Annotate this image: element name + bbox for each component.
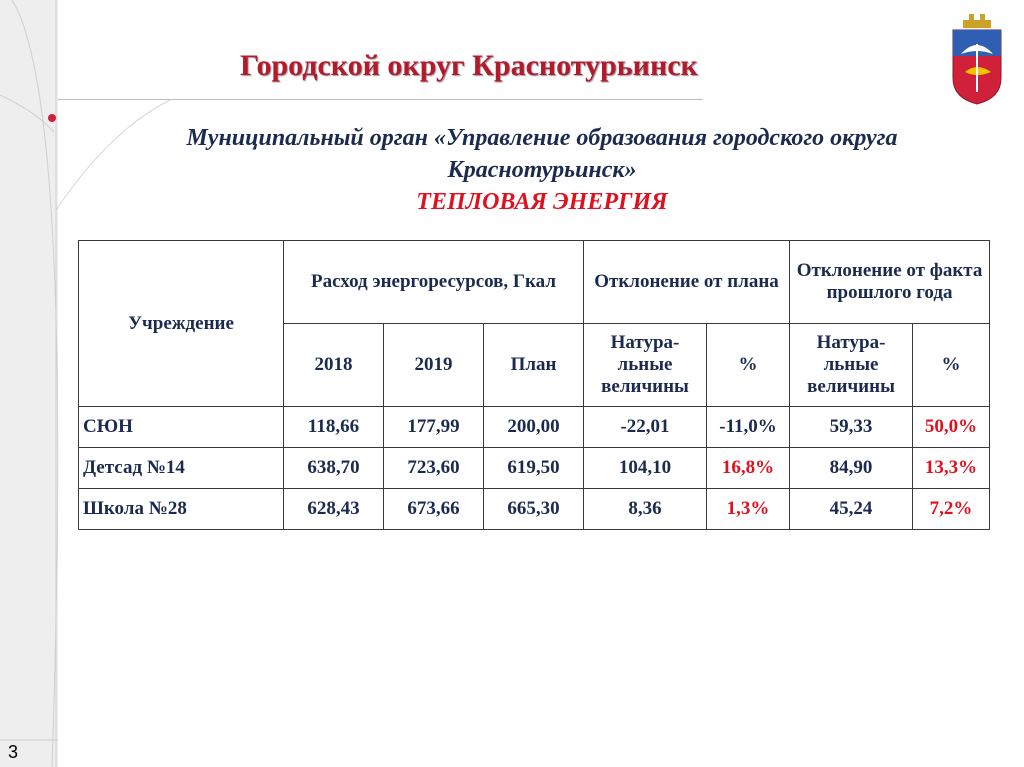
fact-deviation-natural: 59,33 [790,407,913,448]
fact-deviation-natural: 84,90 [790,448,913,489]
institution-name: СЮН [79,407,284,448]
value-2018: 628,43 [284,489,384,530]
coat-of-arms-icon [947,14,1007,106]
table-row [79,489,990,530]
plan-deviation-natural: -22,01 [584,407,707,448]
header-consumption: Расход энергоресурсов, Гкал [284,241,584,324]
slide-subtitle [60,122,1024,218]
energy-consumption-table [78,240,990,530]
page-number: 3 [8,742,19,762]
plan-deviation-percent: 1,3% [707,489,790,530]
header-year-2019: 2019 [384,324,484,407]
header-divider [58,99,703,100]
fact-deviation-percent: 13,3% [913,448,990,489]
plan-deviation-percent: 16,8% [707,448,790,489]
header-institution: Учреждение [79,241,284,407]
red-dot-accent [48,114,56,122]
header-natural-values-fact: Натура-льные величины [790,324,913,407]
header-fact-deviation: Отклонение от факта прошлого года [790,241,990,324]
table-row [79,448,990,489]
subtitle-line-2: Краснотурьинск» [447,157,637,183]
header-plan: План [484,324,584,407]
table-row [79,407,990,448]
value-plan: 200,00 [484,407,584,448]
plan-deviation-natural: 8,36 [584,489,707,530]
table-header-row [79,241,990,324]
header-year-2018: 2018 [284,324,384,407]
value-2018: 638,70 [284,448,384,489]
value-2018: 118,66 [284,407,384,448]
plan-deviation-percent: -11,0% [707,407,790,448]
value-plan: 619,50 [484,448,584,489]
institution-name: Школа №28 [79,489,284,530]
subtitle-energy-type: ТЕПЛОВАЯ ЭНЕРГИЯ [416,189,668,215]
slide-title: Городской округ Краснотурьинск [240,49,698,82]
header-plan-deviation: Отклонение от плана [584,241,790,324]
subtitle-line-1: Муниципальный орган «Управление образования городского округа [186,125,898,151]
institution-name: Детсад №14 [79,448,284,489]
header-natural-values-plan: Натура-льные величины [584,324,707,407]
value-2019: 177,99 [384,407,484,448]
value-2019: 723,60 [384,448,484,489]
value-2019: 673,66 [384,489,484,530]
plan-deviation-natural: 104,10 [584,448,707,489]
value-plan: 665,30 [484,489,584,530]
fact-deviation-percent: 50,0% [913,407,990,448]
header-percent-plan: % [707,324,790,407]
fact-deviation-percent: 7,2% [913,489,990,530]
header-percent-fact: % [913,324,990,407]
fact-deviation-natural: 45,24 [790,489,913,530]
